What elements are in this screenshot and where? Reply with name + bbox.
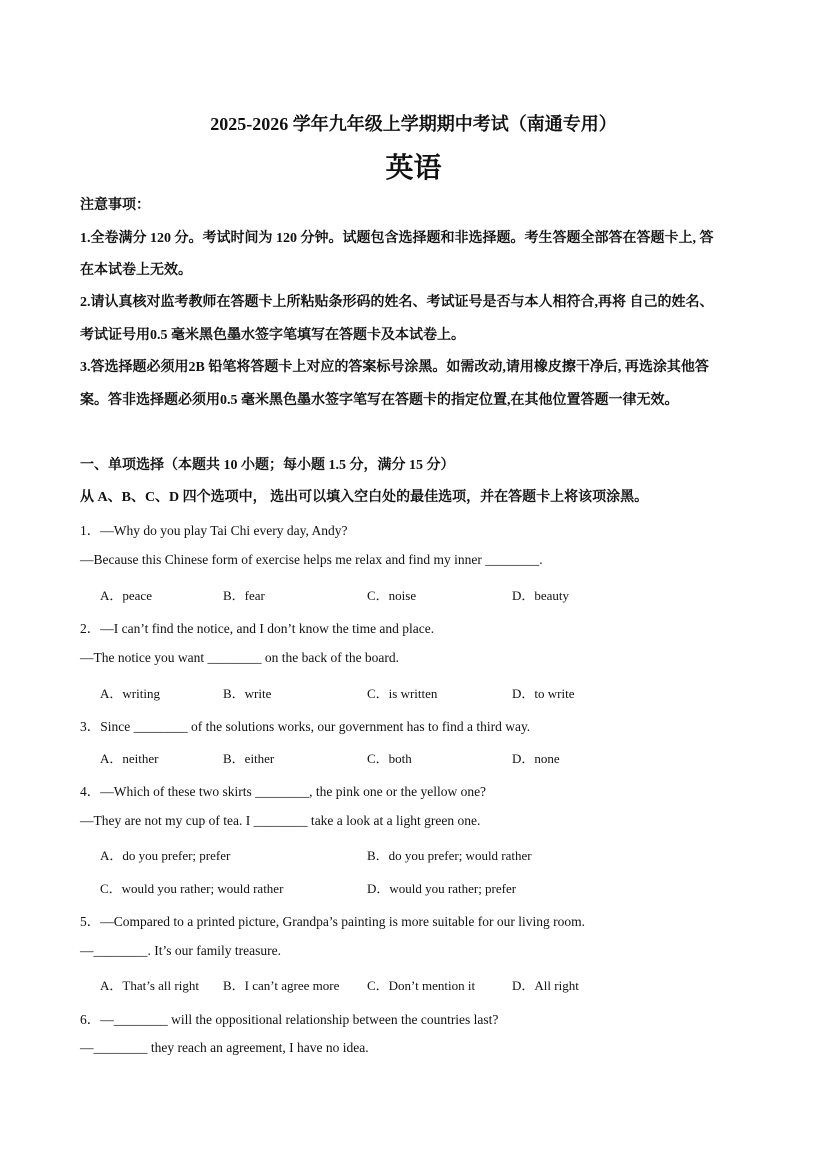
question-1-line: —Because this Chinese form of exercise helps me relax and find my inner ________. [80,552,543,567]
notes-heading: 注意事项： [80,198,150,213]
option-a: A．neither [100,751,159,766]
option-c: C．Don’t mention it [367,978,476,993]
option-d: D．to write [512,686,575,701]
option-b: B．either [223,751,275,766]
option-d: D．beauty [512,588,570,603]
section-title: 一、单项选择（本题共 10 小题；每小题 1.5 分，满分 15 分） [80,458,455,473]
option-d: D．none [512,751,560,766]
question-1-line: 1．—Why do you play Tai Chi every day, Andy? [80,523,348,538]
option-d: D．All right [512,978,579,993]
note-line: 1.全卷满分 120 分。考试时间为 120 分钟。试题包含选择题和非选择题。考生答题全部答在答题卡上, 答 [80,231,714,246]
note-line: 在本试卷上无效。 [80,263,192,278]
option-b: B．write [223,686,272,701]
question-2-line: 2．—I can’t find the notice, and I don’t know the time and place. [80,621,435,636]
question-4-line: 4．—Which of these two skirts ________, the pink one or the yellow one? [80,784,487,799]
exam-title: 2025-2026 学年九年级上学期期中考试（南通专用） [210,114,617,134]
option-b: B．I can’t agree more [223,978,340,993]
section-instruction: 从 A、B、C、D 四个选项中， 选出可以填入空白处的最佳选项，并在答题卡上将该项涂黑。 [80,490,649,505]
note-line: 3.答选择题必须用2B 铅笔将答题卡上对应的答案标号涂黑。如需改动,请用橡皮擦干净后, 再选涂其他答 [80,360,709,375]
question-5-line: 5．—Compared to a printed picture, Grandpa’s painting is more suitable for our living room. [80,914,586,929]
option-c: C．noise [367,588,417,603]
option-c: C．would you rather; would rather [100,881,284,896]
subject-title: 英语 [385,153,442,184]
option-a: A．writing [100,686,160,701]
question-2-line: —The notice you want ________ on the back of the board. [80,650,400,665]
question-5-line: —________. It’s our family treasure. [80,943,281,958]
question-6-line: 6．—________ will the oppositional relationship between the countries last? [80,1012,499,1027]
question-4-line: —They are not my cup of tea. I ________ take a look at a light green one. [80,813,481,828]
option-b: B．do you prefer; would rather [367,848,532,863]
option-a: A．peace [100,588,152,603]
option-d: D．would you rather; prefer [367,881,517,896]
option-a: A．do you prefer; prefer [100,848,231,863]
question-3-line: 3．Since ________ of the solutions works, our government has to find a third way. [80,719,531,734]
option-c: C．both [367,751,412,766]
option-a: A．That’s all right [100,978,199,993]
option-c: C．is written [367,686,438,701]
note-line: 案。答非选择题必须用0.5 毫米黑色墨水签字笔写在答题卡的指定位置,在其他位置答题一律无效。 [80,393,679,408]
note-line: 2.请认真核对监考教师在答题卡上所粘贴条形码的姓名、考试证号是否与本人相符合,再将 自己的姓名、 [80,295,714,310]
note-line: 考试证号用0.5 毫米黑色墨水签字笔填写在答题卡及本试卷上。 [80,328,465,343]
option-b: B．fear [223,588,265,603]
question-6-line: —________ they reach an agreement, I have no idea. [80,1040,369,1055]
